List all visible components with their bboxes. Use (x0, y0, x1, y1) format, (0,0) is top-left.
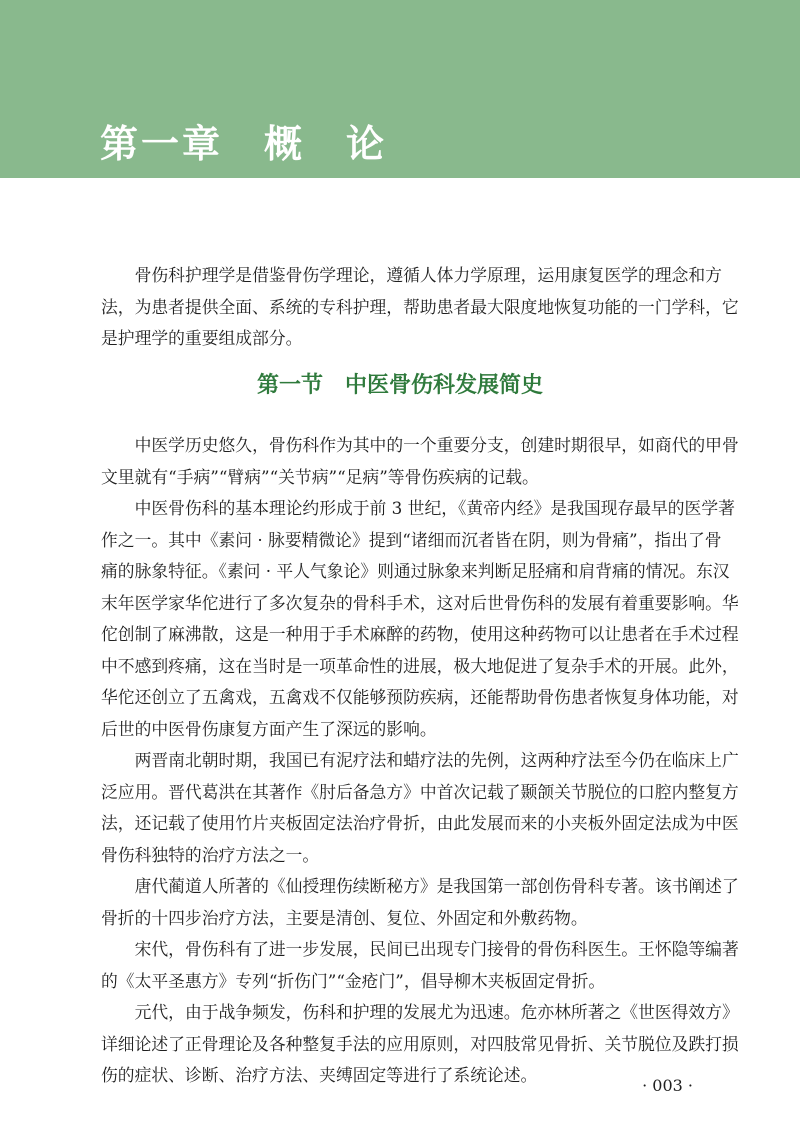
text-line: 骨折的十四步治疗方法，主要是清创、复位、外固定和外敷药物。 (101, 907, 588, 928)
text-line: 骨伤科护理学是借鉴骨伤学理论，遵循人体力学原理，运用康复医学的理念和方 (134, 265, 722, 285)
text-line: 是护理学的重要组成部分。 (101, 328, 303, 348)
paragraph (101, 997, 739, 1092)
text-line: 伤的症状、诊断、治疗方法、夹缚固定等进行了系统论述。 (101, 1065, 538, 1085)
text-line: 中医学历史悠久，骨伤科作为其中的一个重要分支，创建时期很早，如商代的甲骨 (134, 435, 739, 455)
text-line: 作之一。其中《素问 · 脉要精微论》提到“诸细而沉者皆在阴，则为骨痛”，指出了骨 (101, 529, 722, 550)
text-line: 后世的中医骨伤康复方面产生了深远的影响。 (101, 718, 437, 739)
text-line: 详细论述了正骨理论及各种整复手法的应用原则，对四肢常见骨折、关节脱位及跌打损 (101, 1033, 739, 1054)
text-line: 佗创制了麻沸散，这是一种用于手术麻醉的药物，使用这种药物可以让患者在手术过程 (101, 624, 739, 644)
text-line: 痛的脉象特征。《素问 · 平人气象论》则通过脉象来判断足胫痛和肩背痛的情况。东汉 (101, 561, 730, 581)
text-line: 华佗还创立了五禽戏，五禽戏不仅能够预防疾病，还能帮助骨伤患者恢复身体功能，对 (101, 687, 739, 707)
text-line: 法，还记载了使用竹片夹板固定法治疗骨折，由此发展而来的小夹板外固定法成为中医 (101, 813, 739, 833)
section-title: 第一节 中医骨伤科发展简史 (256, 373, 543, 398)
text-line: 宋代，骨伤科有了进一步发展，民间已出现专门接骨的骨伤科医生。王怀隐等编著 (134, 939, 739, 959)
text-line: 泛应用。晋代葛洪在其著作《肘后备急方》中首次记载了颞颌关节脱位的口腔内整复方 (101, 781, 739, 802)
text-line: 法，为患者提供全面、系统的专科护理，帮助患者最大限度地恢复功能的一门学科，它 (101, 296, 739, 317)
chapter-banner (0, 0, 800, 178)
text-line: 的《太平圣惠方》专列“折伤门”“金疮门”，倡导柳木夹板固定骨折。 (101, 970, 606, 991)
text-line: 两晋南北朝时期，我国已有泥疗法和蜡疗法的先例，这两种疗法至今仍在临床上广 (134, 750, 739, 770)
text-line: 末年医学家华佗进行了多次复杂的骨科手术，这对后世骨伤科的发展有着重要影响。华 (101, 592, 739, 613)
paragraph (101, 934, 739, 997)
text-line: 元代，由于战争频发，伤科和护理的发展尤为迅速。危亦林所著之《世医得效方》 (134, 1002, 739, 1022)
paragraph (101, 493, 739, 745)
text-line: 中医骨伤科的基本理论约形成于前 3 世纪，《黄帝内经》是我国现存最早的医学著 (134, 498, 735, 518)
text-line: 骨伤科独特的治疗方法之一。 (101, 844, 320, 865)
text-line: 中不感到疼痛，这在当时是一项革命性的进展，极大地促进了复杂手术的开展。此外， (101, 655, 739, 676)
text-line: 唐代蔺道人所著的《仙授理伤续断秘方》是我国第一部创伤骨科专著。该书阐述了 (134, 876, 739, 896)
intro-paragraph (101, 260, 739, 355)
page-number: · 003 · (642, 1076, 693, 1095)
paragraph (101, 745, 739, 871)
section-body (101, 430, 739, 1092)
text-line: 文里就有“手病”“臂病”“关节病”“足病”等骨伤疾病的记载。 (101, 466, 539, 487)
chapter-title: 第一章 概 论 (100, 122, 388, 166)
paragraph (101, 430, 739, 493)
paragraph (101, 871, 739, 934)
